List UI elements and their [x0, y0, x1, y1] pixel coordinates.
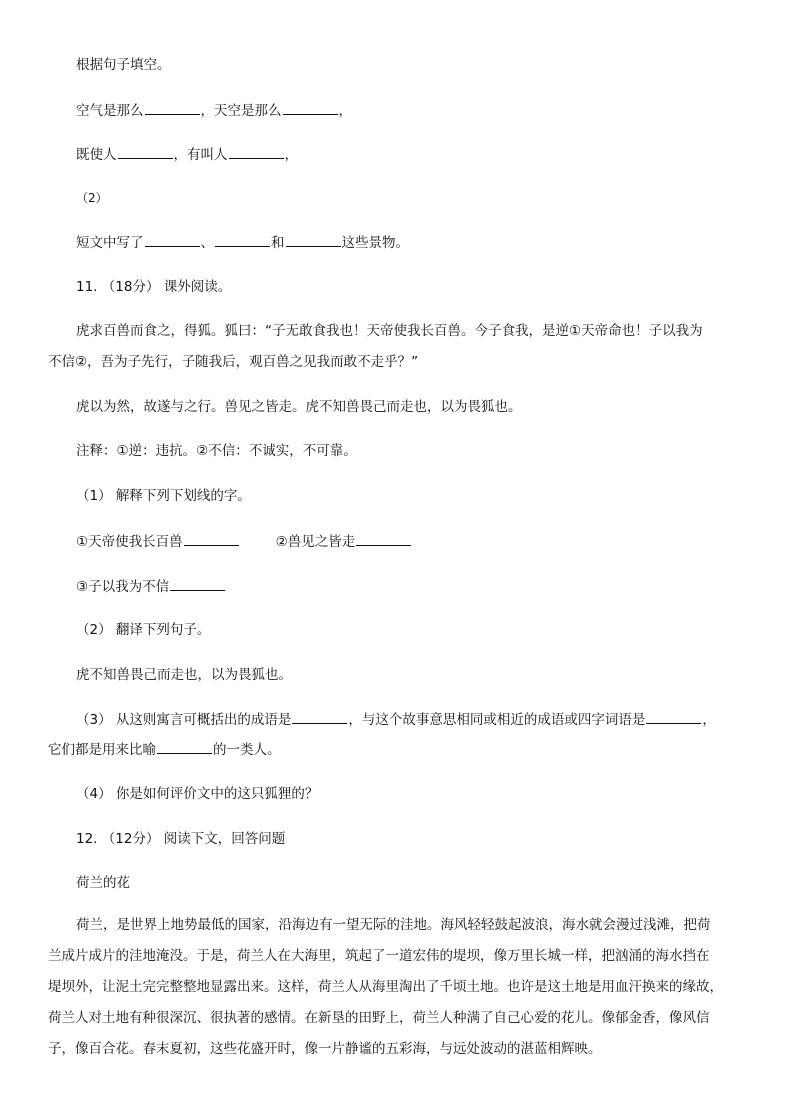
answer-blank[interactable]	[170, 575, 225, 591]
answer-blank[interactable]	[229, 143, 284, 159]
explain-item: ①天帝使我长百兽	[76, 534, 183, 550]
answer-blank[interactable]	[283, 99, 338, 115]
sub-question-1: （1） 解释下列下划线的字。	[76, 488, 251, 504]
explain-line-1	[76, 530, 750, 553]
fill-line-2	[76, 143, 750, 166]
fill-text: ，	[338, 103, 352, 119]
fill-text: 短文中写了	[76, 235, 144, 251]
answer-blank[interactable]	[145, 231, 200, 247]
fill-heading: 根据句子填空。	[76, 57, 171, 73]
sub-question-3-cont	[48, 738, 750, 761]
fill-line-1	[76, 99, 750, 122]
answer-blank[interactable]	[292, 708, 347, 724]
fill-text: 、	[200, 235, 214, 251]
answer-blank[interactable]	[145, 99, 200, 115]
question-text: 的一类人。	[213, 742, 281, 758]
annotation-note: 注释：①逆：违抗。②不信：不诚实，不可靠。	[76, 443, 357, 459]
answer-blank[interactable]	[184, 530, 239, 546]
translate-sentence: 虎不知兽畏己而走也，以为畏狐也。	[76, 667, 292, 683]
fill-text: 和	[271, 235, 285, 251]
fill-text: ，有叫人	[173, 147, 228, 163]
passage-line: 虎求百兽而食之，得狐。狐曰：“子无敢食我也！天帝使我长百兽。今子食我，是逆①天帝命也！子以我为	[76, 323, 703, 339]
explain-line-2	[76, 575, 750, 598]
fill-text: 这些景物。	[341, 235, 409, 251]
sub-question-2: （2）	[76, 191, 108, 205]
fill-line-3	[76, 231, 750, 254]
passage-line: 虎以为然，故遂与之行。兽见之皆走。虎不知兽畏己而走也，以为畏狐也。	[76, 399, 522, 415]
answer-blank[interactable]	[157, 738, 212, 754]
answer-blank[interactable]	[118, 143, 173, 159]
article-line: 荷兰，是世界上地势最低的国家，沿海边有一望无际的洼地。海风轻轻鼓起波浪，海水就会漫过浅滩，把荷	[76, 917, 711, 933]
fill-text: 空气是那么	[76, 103, 144, 119]
fill-text: 既使人	[76, 147, 117, 163]
question-text: ，与这个故事意思相同或相近的成语或四字词语是	[348, 712, 646, 728]
passage-line: 不信②，吾为子先行，子随我后，观百兽之见我而敢不走乎？”	[48, 354, 419, 370]
article-line: 兰成片成片的洼地淹没。于是，荷兰人在大海里，筑起了一道宏伟的堤坝，像万里长城一样，把汹涌的海水挡在	[48, 948, 710, 964]
article-line: 子，像百合花。春末夏初，这些花盛开时，像一片静谧的五彩海，与远处波动的湛蓝相辉映。	[48, 1041, 602, 1057]
sub-question-4: （4） 你是如何评价文中的这只狐狸的？	[76, 786, 319, 802]
answer-blank[interactable]	[646, 708, 701, 724]
article-line: 荷兰人对土地有种很深沉、很执著的感情。在新垦的田野上，荷兰人种满了自己心爱的花儿。像郁金香，像风信	[48, 1010, 710, 1026]
sub-question-3	[76, 708, 750, 731]
question-text: 它们都是用来比喻	[48, 742, 156, 758]
question-text: （3） 从这则寓言可概括出的成语是	[76, 712, 292, 728]
fill-text: ，天空是那么	[200, 103, 282, 119]
answer-blank[interactable]	[356, 530, 411, 546]
explain-item: ③子以我为不信	[76, 579, 170, 595]
explain-item: ②兽见之皆走	[275, 534, 356, 550]
fill-text: ，	[284, 147, 298, 163]
answer-blank[interactable]	[215, 231, 270, 247]
article-title: 荷兰的花	[76, 875, 130, 891]
question-12-header: 12. （12分） 阅读下文，回答问题	[76, 831, 286, 847]
answer-blank[interactable]	[286, 231, 341, 247]
sub-question-2: （2） 翻译下列句子。	[76, 622, 211, 638]
question-text: ，	[702, 712, 716, 728]
question-11-header: 11. （18分） 课外阅读。	[76, 279, 232, 295]
article-line: 堤坝外，让泥土完完整整地显露出来。这样，荷兰人从海里淘出了千顷土地。也许是这土地是用血汗换来的缘故，	[48, 979, 723, 995]
